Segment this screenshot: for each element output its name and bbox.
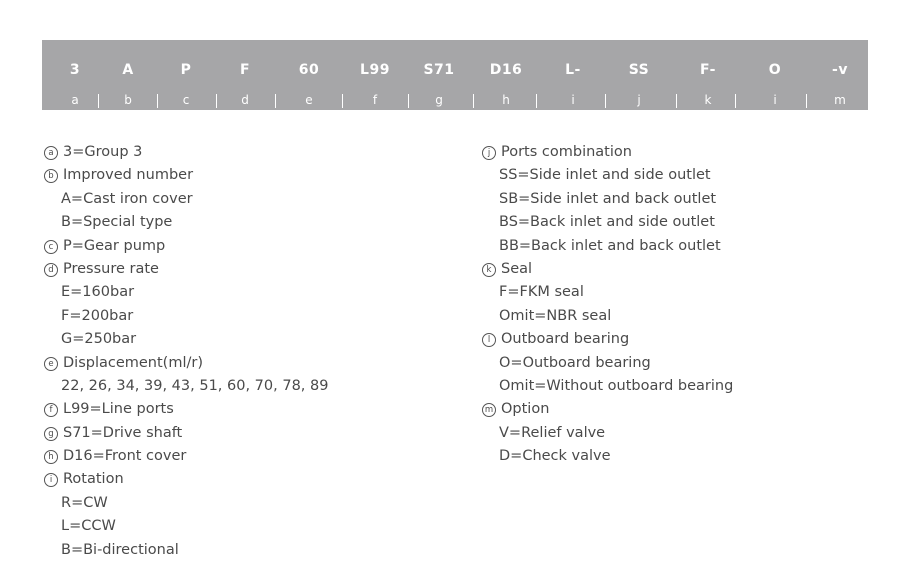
circled-letter-marker: e (44, 357, 58, 371)
code-value: F- (700, 62, 716, 78)
legend-option (482, 354, 733, 377)
code-letter: d (241, 93, 249, 107)
legend-option (482, 283, 733, 306)
code-letter: f (372, 93, 378, 107)
legend-text: BB=Back inlet and back outlet (499, 237, 721, 254)
code-letter: i (773, 93, 777, 107)
legend-text: F=200bar (61, 307, 134, 324)
legend-text: Omit=Without outboard bearing (499, 377, 734, 394)
legend-option (482, 166, 733, 189)
code-value: D16 (489, 62, 523, 78)
legend-text: A=Cast iron cover (61, 190, 193, 207)
legend-text: Displacement(ml/r) (63, 354, 203, 371)
code-value: L- (565, 62, 581, 78)
code-letter: b (124, 93, 132, 107)
code-divider (216, 94, 217, 108)
code-value: O (768, 62, 782, 78)
legend-text: Rotation (63, 471, 124, 488)
legend-option (482, 447, 733, 470)
legend-text: Outboard bearing (501, 331, 630, 348)
code-divider (275, 94, 276, 108)
legend-text: Ports combination (501, 144, 632, 160)
legend-left-column (44, 143, 328, 564)
legend-option (44, 307, 328, 330)
code-letter: j (637, 93, 641, 107)
circled-letter-marker: k (482, 263, 496, 277)
legend-text: S71=Drive shaft (63, 424, 183, 441)
legend-text: R=CW (61, 494, 108, 511)
model-code-bar (42, 40, 868, 110)
circled-letter-marker: m (482, 403, 496, 417)
circled-letter-marker: c (44, 240, 58, 254)
code-value: SS (628, 62, 650, 78)
code-letter: e (305, 93, 313, 107)
code-value: -v (832, 62, 848, 78)
circled-letter-marker: a (44, 146, 58, 160)
legend-option (482, 213, 733, 236)
legend-option (44, 377, 328, 400)
code-value: S71 (423, 62, 455, 78)
legend-text: 3=Group 3 (63, 144, 143, 160)
code-letter: c (182, 93, 190, 107)
code-divider (676, 94, 677, 108)
code-divider (806, 94, 807, 108)
circled-letter-marker: i (44, 473, 58, 487)
code-divider (735, 94, 736, 108)
legend-text: L=CCW (61, 518, 116, 535)
legend-option (44, 494, 328, 517)
legend-text: 22, 26, 34, 39, 43, 51, 60, 70, 78, 89 (61, 377, 329, 394)
code-divider (98, 94, 99, 108)
code-letter: i (571, 93, 575, 107)
legend-text: SS=Side inlet and side outlet (499, 167, 711, 184)
circled-letter-marker: b (44, 169, 58, 183)
code-divider (605, 94, 606, 108)
legend-heading (44, 143, 328, 166)
legend-text: L99=Line ports (63, 401, 174, 418)
legend-text: Option (501, 401, 550, 418)
code-letter: m (834, 93, 846, 107)
legend-heading (44, 166, 328, 189)
legend-text: B=Bi-directional (61, 541, 179, 558)
legend-heading (44, 237, 328, 260)
legend-text: B=Special type (61, 214, 173, 231)
legend-heading (482, 400, 733, 423)
code-value: 3 (69, 62, 81, 78)
circled-letter-marker: f (44, 403, 58, 417)
circled-letter-marker: h (44, 450, 58, 464)
legend-text: D16=Front cover (63, 448, 187, 465)
legend-heading (482, 143, 733, 166)
circled-letter-marker: g (44, 427, 58, 441)
code-divider (157, 94, 158, 108)
legend-text: P=Gear pump (63, 237, 166, 254)
legend-heading (44, 260, 328, 283)
legend-text: G=250bar (61, 331, 137, 348)
code-value: L99 (360, 62, 390, 78)
code-divider (408, 94, 409, 108)
legend-option (482, 237, 733, 260)
legend-heading (44, 354, 328, 377)
legend-text: O=Outboard bearing (499, 354, 651, 371)
legend-option (44, 541, 328, 564)
legend-heading (44, 447, 328, 470)
code-divider (342, 94, 343, 108)
code-divider (536, 94, 537, 108)
circled-letter-marker: l (482, 333, 496, 347)
code-divider (473, 94, 474, 108)
legend-text: SB=Side inlet and back outlet (499, 190, 717, 207)
legend-right-column (482, 143, 733, 470)
legend-text: Improved number (63, 167, 194, 184)
legend-option (482, 377, 733, 400)
legend-heading (44, 400, 328, 423)
legend-text: V=Relief valve (499, 424, 606, 441)
legend-text: Seal (501, 260, 533, 277)
legend-heading (44, 470, 328, 493)
legend-text: D=Check valve (499, 448, 611, 465)
legend-heading (482, 330, 733, 353)
legend-text: F=FKM seal (499, 284, 584, 301)
legend-option (44, 330, 328, 353)
code-letter: h (502, 93, 510, 107)
legend-option (482, 307, 733, 330)
code-letter: g (435, 93, 443, 107)
legend-option (44, 517, 328, 540)
legend-option (482, 424, 733, 447)
legend-text: Pressure rate (63, 260, 159, 277)
code-value: P (180, 62, 192, 78)
code-value: 60 (298, 62, 320, 78)
legend-text: Omit=NBR seal (499, 307, 612, 324)
code-letter: a (71, 93, 79, 107)
legend-option (44, 190, 328, 213)
circled-letter-marker: d (44, 263, 58, 277)
code-value: A (122, 62, 134, 78)
circled-letter-marker: j (482, 146, 496, 160)
legend-option (482, 190, 733, 213)
code-letter: k (704, 93, 712, 107)
legend-text: E=160bar (61, 284, 135, 301)
legend-text: BS=Back inlet and side outlet (499, 214, 715, 231)
legend-heading (482, 260, 733, 283)
legend-option (44, 283, 328, 306)
legend-option (44, 213, 328, 236)
code-value: F (239, 62, 251, 78)
legend-heading (44, 424, 328, 447)
